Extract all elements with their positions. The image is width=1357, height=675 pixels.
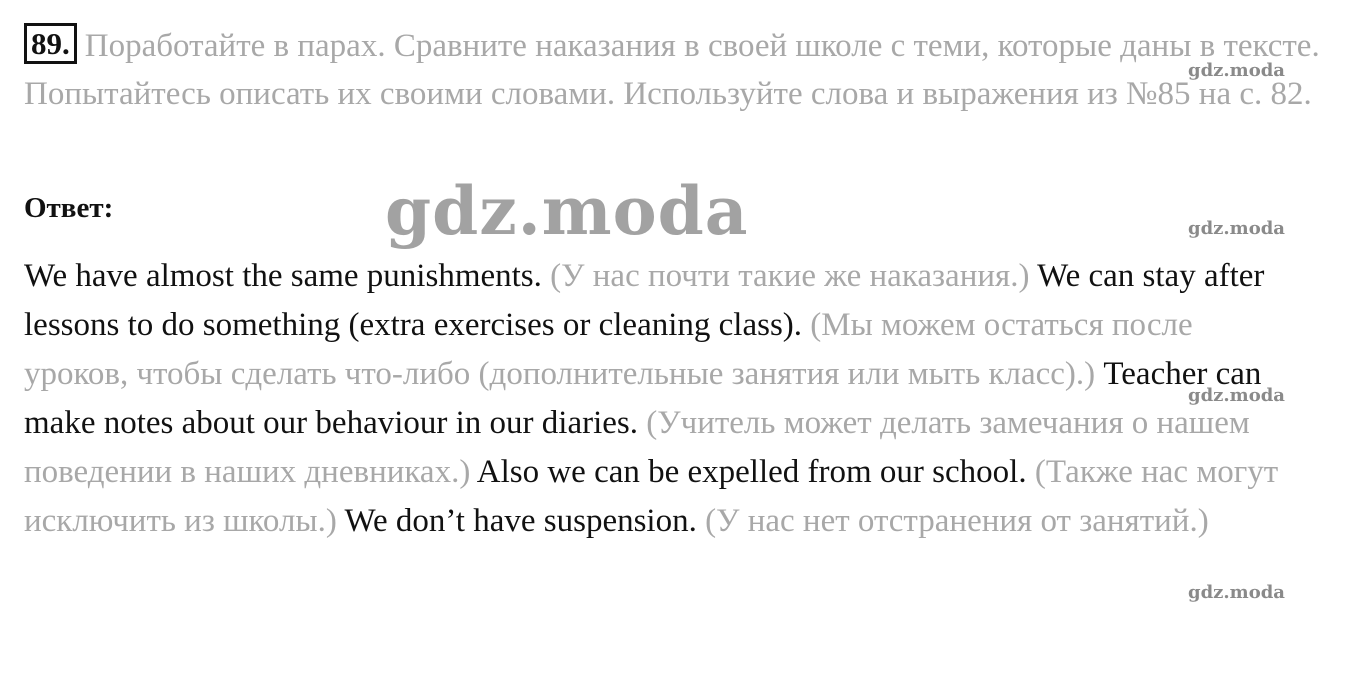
watermark-small: gdz.moda: [1188, 60, 1285, 81]
answer-english-sentence: Teacher can make notes about our behaviour in our diaries.: [24, 356, 1262, 441]
answer-english-sentence: We have almost the same punishments.: [24, 258, 551, 294]
task-instruction: Поработайте в парах. Сравните наказания в своей школе с теми, которые даны в тексте. Попытайтесь описать их своими словами. Используйте слова и выражения из №85 на с. 82.: [24, 28, 1320, 112]
answer-russian-translation: (У нас нет отстранения от занятий.): [705, 503, 1209, 539]
answer-russian-translation: (У нас почти такие же наказания.): [550, 258, 1038, 294]
answer-russian-translation: (Мы можем остаться после уроков, чтобы сделать что-либо (дополнительные занятия или мыть класс).): [24, 307, 1193, 392]
answer-russian-translation: (Также нас могут исключить из школы.): [24, 454, 1279, 539]
watermark-logo: gdz.moda: [385, 172, 749, 250]
answer-russian-translation: (Учитель может делать замечания о нашем поведении в наших дневниках.): [24, 405, 1250, 490]
task-number: 89.: [24, 23, 77, 64]
answer-label: Ответ:: [24, 192, 114, 224]
task-text-block: [24, 22, 1324, 118]
answer-english-sentence: We don’t have suspension.: [344, 503, 706, 539]
answer-english-sentence: We can stay after lessons to do something (extra exercises or cleaning class).: [24, 258, 1265, 343]
answer-text: [24, 252, 1294, 546]
watermark-small: gdz.moda: [1188, 582, 1285, 603]
watermark-small: gdz.moda: [1188, 218, 1285, 239]
watermark-small: gdz.moda: [1188, 385, 1285, 406]
answer-english-sentence: Also we can be expelled from our school.: [476, 454, 1035, 490]
